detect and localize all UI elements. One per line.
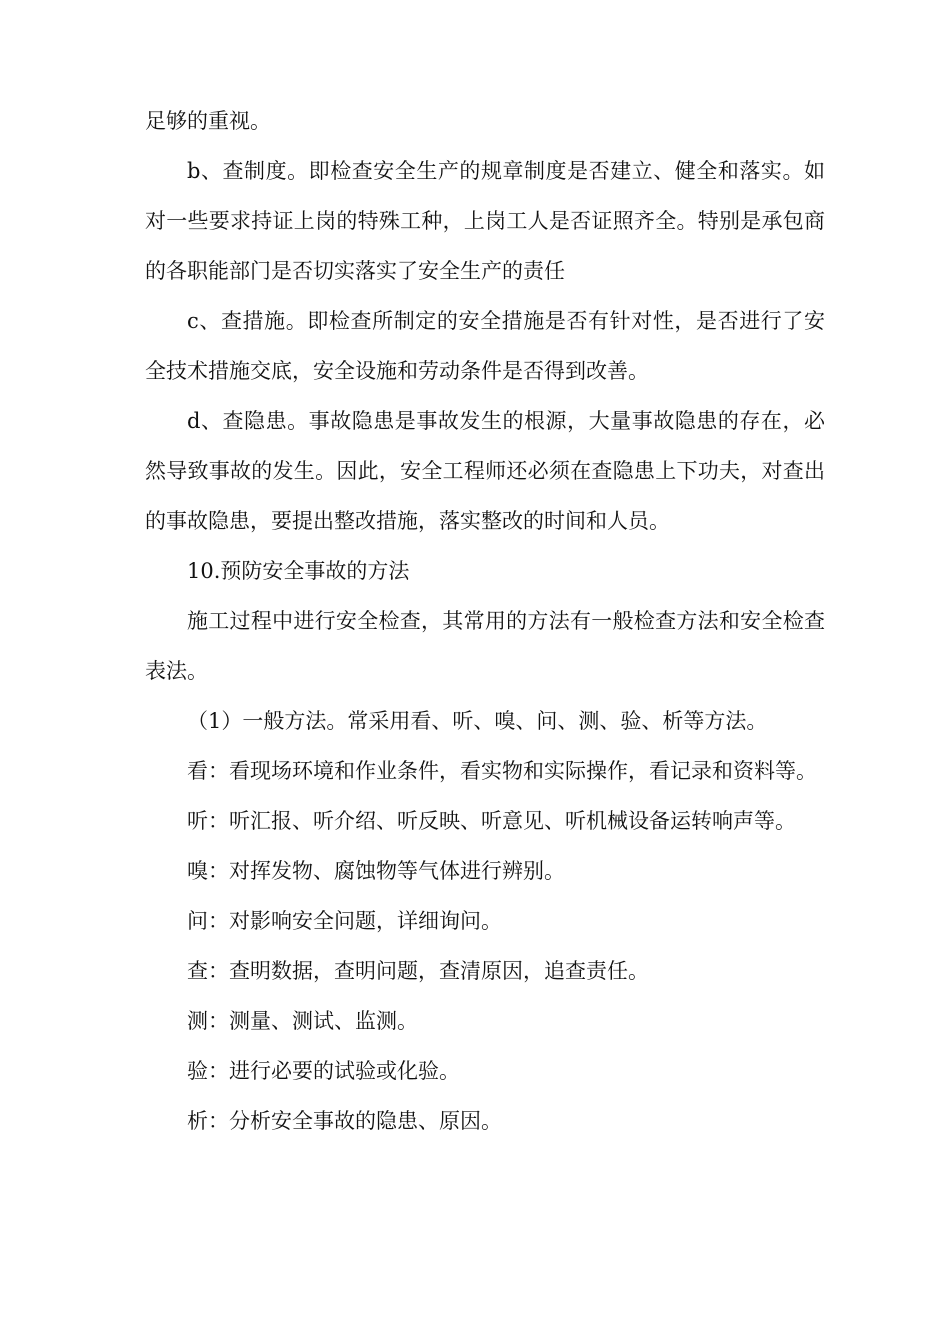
paragraph-check-system: b、查制度。即检查安全生产的规章制度是否建立、健全和落实。如对一些要求持证上岗的特殊工种，上岗工人是否证照齐全。特别是承包商的各职能部门是否切实落实了安全生产的责任 [145, 159, 825, 283]
paragraph-check-hazards: d、查隐患。事故隐患是事故发生的根源，大量事故隐患的存在，必然导致事故的发生。因此，安全工程师还必须在查隐患上下功夫，对查出的事故隐患，要提出整改措施，落实整改的时间和人员。 [145, 409, 825, 533]
list-item-ask: 问：对影响安全问题，详细询问。 [187, 909, 502, 933]
list-item-smell: 嗅：对挥发物、腐蚀物等气体进行辨别。 [187, 859, 565, 883]
paragraph-general-method: （1）一般方法。常采用看、听、嗅、问、测、验、析等方法。 [187, 709, 768, 733]
list-item-check: 查：查明数据，查明问题，查清原因，追查责任。 [187, 959, 649, 983]
list-item-look: 看：看现场环境和作业条件，看实物和实际操作，看记录和资料等。 [187, 759, 817, 783]
paragraph-continuation: 足够的重视。 [145, 109, 271, 133]
list-item-measure: 测：测量、测试、监测。 [187, 1009, 418, 1033]
section-heading-prevention-methods: 10.预防安全事故的方法 [187, 559, 410, 583]
list-item-test: 验：进行必要的试验或化验。 [187, 1059, 460, 1083]
paragraph-inspection-methods: 施工过程中进行安全检查，其常用的方法有一般检查方法和安全检查表法。 [145, 609, 825, 683]
list-item-analyze: 析：分析安全事故的隐患、原因。 [187, 1109, 502, 1133]
paragraph-check-measures: c、查措施。即检查所制定的安全措施是否有针对性，是否进行了安全技术措施交底，安全设施和劳动条件是否得到改善。 [145, 309, 825, 383]
document-page [145, 96, 825, 1146]
list-item-listen: 听：听汇报、听介绍、听反映、听意见、听机械设备运转响声等。 [187, 809, 796, 833]
